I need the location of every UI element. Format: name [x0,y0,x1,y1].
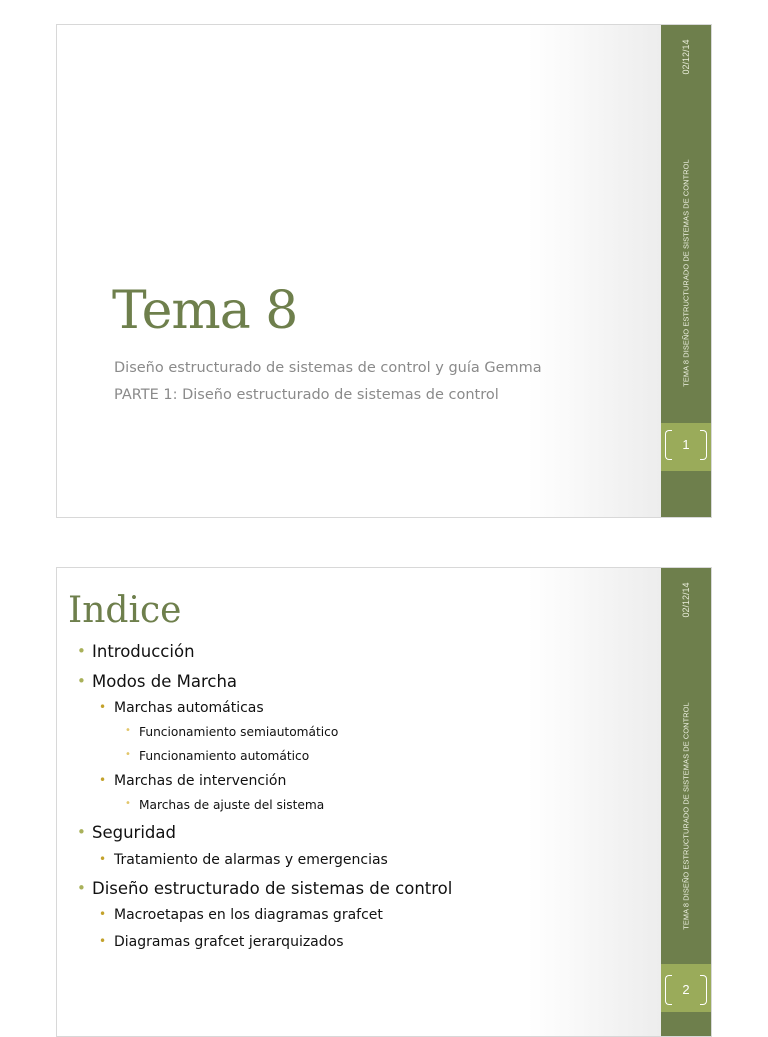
slide-title: Tema 8 [112,281,298,341]
bullet-icon: • [77,823,86,841]
index-subitem-marchas-automaticas [99,700,264,716]
bullet-icon: • [125,725,131,736]
index-subsubitem-ajuste [125,798,325,812]
slide-vertical-title: TEMA 8 DISEÑO ESTRUCTURADO DE SISTEMAS DE CONTROL [681,159,691,387]
bullet-icon: • [99,934,107,948]
index-subitem-jerarquizados [99,934,344,950]
bullet-icon: • [125,749,131,760]
slide-sidebar [661,25,711,517]
bullet-icon: • [125,798,131,809]
index-item-label: Diseño estructurado de sistemas de control [92,879,453,898]
index-item-diseno-estructurado [77,879,453,898]
bullet-icon: • [77,879,86,897]
index-item-label: Macroetapas en los diagramas grafcet [114,907,383,923]
index-item-introduccion [77,642,195,661]
slide-subtitle-line-2: PARTE 1: Diseño estructurado de sistemas de control [114,387,499,403]
slide-vertical-title: TEMA 8 DISEÑO ESTRUCTURADO DE SISTEMAS DE CONTROL [681,702,691,930]
bullet-icon: • [77,642,86,660]
index-item-label: Funcionamiento automático [139,749,310,763]
bullet-icon: • [99,907,107,921]
index-item-label: Modos de Marcha [92,672,238,691]
slide-date: 02/12/14 [681,582,691,618]
index-item-label: Marchas de intervención [114,773,287,789]
index-item-label: Seguridad [92,823,176,842]
bullet-icon: • [99,700,107,714]
index-item-label: Marchas de ajuste del sistema [139,798,325,812]
index-item-label: Funcionamiento semiautomático [139,725,339,739]
slide-subtitle-line-1: Diseño estructurado de sistemas de control y guía Gemma [114,360,542,376]
bullet-icon: • [99,773,107,787]
index-item-label: Marchas automáticas [114,700,264,716]
index-subitem-marchas-intervencion [99,773,287,789]
slide-sidebar [661,568,711,1036]
slide-date: 02/12/14 [681,39,691,75]
index-item-label: Diagramas grafcet jerarquizados [114,934,344,950]
index-subitem-alarmas [99,852,388,868]
index-item-seguridad [77,823,176,842]
slide-number: 2 [665,975,707,1005]
slide-2 [56,567,712,1037]
bullet-icon: • [77,672,86,690]
slide-title: Indice [68,590,182,631]
slide-1 [56,24,712,518]
index-item-modos-de-marcha [77,672,238,691]
index-subsubitem-automatico [125,749,310,763]
index-subsubitem-semiautomatico [125,725,339,739]
index-item-label: Introducción [92,642,195,661]
slide-number: 1 [665,430,707,460]
index-item-label: Tratamiento de alarmas y emergencias [114,852,388,868]
bullet-icon: • [99,852,107,866]
index-subitem-macroetapas [99,907,383,923]
